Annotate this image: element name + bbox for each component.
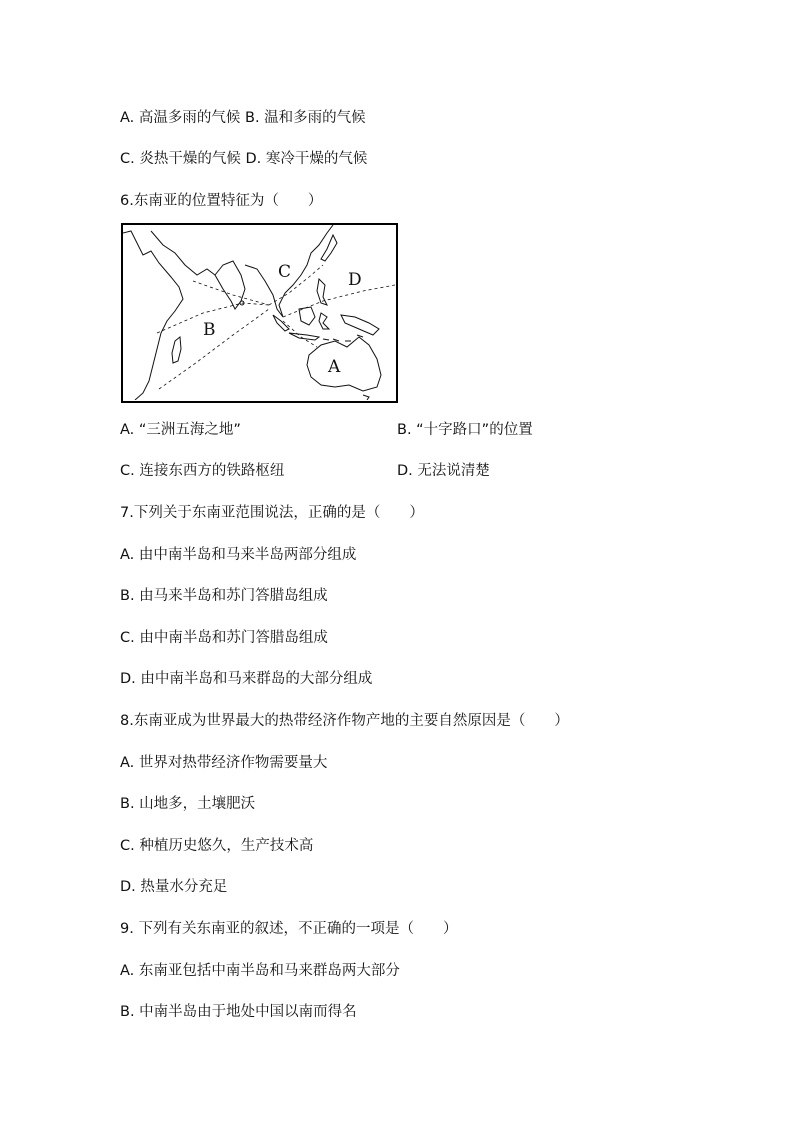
- australia-outline: [307, 337, 381, 391]
- madagascar-outline: [172, 337, 181, 363]
- map-label-b: B: [203, 320, 216, 340]
- q6-option-d: D. 无法说清楚: [397, 463, 490, 479]
- q8-option-b: B. 山地多，土壤肥沃: [120, 796, 256, 812]
- new-guinea-outline: [341, 315, 379, 335]
- q5-options-line-1: A. 高温多雨的气候 B. 温和多雨的气候: [120, 110, 366, 126]
- java-outline: [289, 333, 319, 340]
- q8-stem: 8.东南亚成为世界最大的热带经济作物产地的主要自然原因是（ ）: [120, 713, 569, 729]
- q5-options-line-2: C. 炎热干燥的气候 D. 寒冷干燥的气候: [120, 151, 368, 167]
- q6-option-c: C. 连接东西方的铁路枢纽: [120, 463, 285, 479]
- map-drawing: [123, 225, 395, 400]
- q9-stem: 9. 下列有关东南亚的叙述，不正确的一项是（ ）: [120, 921, 458, 937]
- q7-option-b: B. 由马来半岛和苏门答腊岛组成: [120, 588, 328, 604]
- q8-option-c: C. 种植历史悠久，生产技术高: [120, 838, 314, 854]
- q8-option-d: D. 热量水分充足: [120, 879, 228, 895]
- tasmania-outline: [363, 395, 369, 400]
- q9-option-a: A. 东南亚包括中南半岛和马来群岛两大部分: [120, 963, 400, 979]
- southeast-asia-map: [121, 223, 398, 403]
- q7-option-d: D. 由中南半岛和马来群岛的大部分组成: [120, 671, 373, 687]
- q8-option-a: A. 世界对热带经济作物需要量大: [120, 755, 328, 771]
- sulawesi-outline: [319, 313, 329, 329]
- arabia-coast: [151, 231, 215, 275]
- lesser-islands: [323, 335, 363, 341]
- map-label-a: A: [328, 357, 341, 377]
- q6-option-b: B. “十字路口”的位置: [397, 422, 533, 438]
- africa-coast: [123, 231, 183, 400]
- q6-stem: 6.东南亚的位置特征为（ ）: [120, 193, 323, 209]
- map-label-d: D: [348, 270, 362, 290]
- q9-option-b: B. 中南半岛由于地处中国以南而得名: [120, 1004, 357, 1020]
- q7-option-c: C. 由中南半岛和苏门答腊岛组成: [120, 630, 328, 646]
- q7-option-a: A. 由中南半岛和马来半岛两部分组成: [120, 547, 357, 563]
- sumatra-outline: [273, 315, 289, 331]
- q6-option-a: A. “三洲五海之地”: [120, 422, 241, 438]
- q7-stem: 7.下列关于东南亚范围说法，正确的是（ ）: [120, 505, 424, 521]
- map-label-c: C: [278, 262, 292, 282]
